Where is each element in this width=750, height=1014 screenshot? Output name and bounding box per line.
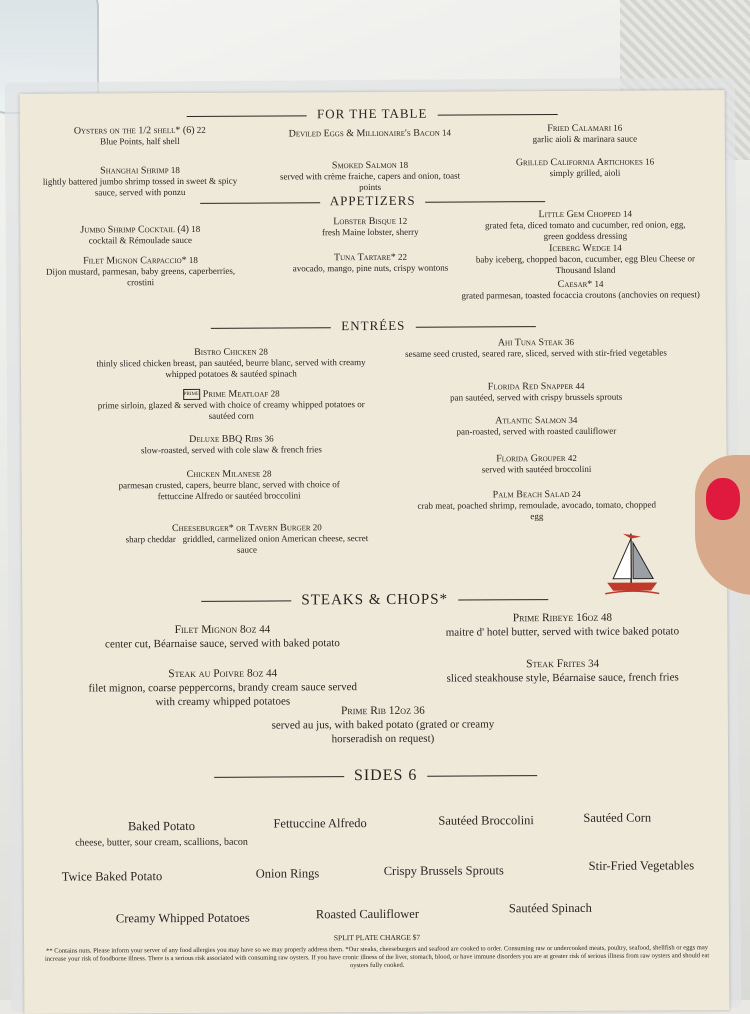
side-roasted-cauliflower: Roasted Cauliflower <box>315 906 420 922</box>
split-plate-charge: SPLIT PLATE CHARGE $7 <box>333 932 421 943</box>
side-sauteed-corn: Sautéed Corn <box>583 810 652 825</box>
prime-logo-icon: PRIME <box>183 389 200 400</box>
side-sauteed-spinach: Sautéed Spinach <box>508 900 592 916</box>
menu-item-oysters: Oysters on the 1/2 shell* (6) 22 Blue Points, half shell <box>73 124 206 147</box>
menu-item-red-snapper: Florida Red Snapper 44 pan sautéed, served with crispy brussels sprouts <box>450 380 623 403</box>
menu-item-prime-rib: Prime Rib 12oz 36 served au jus, with baked potato (grated or creamy horseradish on request) <box>271 704 495 746</box>
menu-item-tuna-tartare: Tuna Tartare* 22 avocado, mango, pine nuts, crispy wontons <box>292 251 449 274</box>
side-twice-baked-potato: Twice Baked Potato <box>61 869 163 884</box>
menu-item-shrimp-cocktail: Jumbo Shrimp Cocktail (4) 18 cocktail & Rémoulade sauce <box>80 223 201 246</box>
menu-item-filet-mignon: Filet Mignon 8oz 44 center cut, Béarnaise sauce, served with baked potato <box>105 623 340 651</box>
menu-item-burgers: Cheeseburger* or Tavern Burger 20 sharp cheddar griddled, carmelized onion American cheese, secret sauce <box>125 522 369 555</box>
menu-item-artichokes: Grilled California Artichokes 16 simply grilled, aioli <box>515 156 655 179</box>
menu-item-prime-meatloaf: PRIME Prime Meatloaf 28 prime sirloin, glazed & served with choice of creamy whipped potatoes or sautéed corn <box>97 388 365 422</box>
menu-item-chicken-milanese: Chicken Milanese 28 parmesan crusted, capers, beurre blanc, served with choice of fettuccine Alfredo or sautéed broccolini <box>118 468 340 502</box>
side-whipped-potatoes: Creamy Whipped Potatoes <box>115 910 250 926</box>
side-sauteed-broccolini: Sautéed Broccolini <box>438 813 534 828</box>
menu-item-carpaccio: Filet Mignon Carpaccio* 18 Dijon mustard, parmesan, baby greens, caperberries, crostini <box>45 254 236 288</box>
menu-item-bbq-ribs: Deluxe BBQ Ribs 36 slow-roasted, served with cole slaw & french fries <box>140 433 322 456</box>
section-header-appetizers: APPETIZERS <box>20 191 725 211</box>
side-brussels-sprouts: Crispy Brussels Sprouts <box>383 863 504 878</box>
section-header-for-table: FOR THE TABLE <box>20 104 725 124</box>
menu-item-steak-frites: Steak Frites 34 sliced steakhouse style, Béarnaise sauce, french fries <box>446 657 679 685</box>
menu-item-lobster-bisque: Lobster Bisque 12 fresh Maine lobster, sherry <box>321 215 419 238</box>
side-fettuccine-alfredo: Fettuccine Alfredo <box>273 816 367 831</box>
side-stir-fried-vegetables: Stir-Fried Vegetables <box>588 858 695 873</box>
sailboat-icon <box>597 528 667 598</box>
menu-item-florida-grouper: Florida Grouper 42 served with sautéed broccolini <box>481 452 592 475</box>
allergy-disclaimer: ** Contains nuts. Please inform your server of any food allergies you may have so we may properly address them. *Our steaks, cheeseburgers and seafood are cooked to order. Consuming raw or undercooked meats, poultry, seafood, shellfish or eggs may increase your risk of foodborne illness. There is a serious risk associated with consuming raw oysters. If you have cronic illness of the liver, stomach, blood, or have immune disorders you are at greater risk of serious illness from raw oysters and should eat oysters fully cooked. <box>44 944 710 970</box>
menu-item-palm-beach-salad: Palm Beach Salad 24 crab meat, poached shrimp, remoulade, avocado, tomato, chopped egg <box>417 488 656 522</box>
menu-item-smoked-salmon: Smoked Salmon 18 served with crème fraiche, capers and onion, toast points <box>279 159 461 193</box>
menu-item-calamari: Fried Calamari 16 garlic aioli & marinara sauce <box>532 122 638 145</box>
menu-card <box>20 90 730 1014</box>
menu-item-shanghai-shrimp: Shanghai Shrimp 18 lightly battered jumbo shrimp tossed in sweet & spicy sauce, served with ponzu <box>42 165 238 198</box>
menu-item-ahi-tuna: Ahi Tuna Steak 36 sesame seed crusted, seared rare, sliced, served with stir-fried vegetables <box>405 336 667 359</box>
side-baked-potato: Baked Potato cheese, butter, sour cream, scallions, bacon <box>75 818 248 849</box>
menu-item-prime-ribeye: Prime Ribeye 16oz 48 maitre d' hotel butter, served with twice baked potato <box>445 611 680 639</box>
menu-item-deviled-eggs: Deviled Eggs & Millionaire's Bacon 14 <box>288 127 452 140</box>
section-header-sides: SIDES 6 <box>23 765 728 787</box>
side-onion-rings: Onion Rings <box>255 866 320 881</box>
menu-item-steak-au-poivre: Steak au Poivre 8oz 44 filet mignon, coarse peppercorns, brandy cream sauce served with creamy whipped potatoes <box>88 667 357 709</box>
menu-item-bistro-chicken: Bistro Chicken 28 thinly sliced chicken breast, pan sautéed, beurre blanc, served with creamy whipped potatoes & sautéed spinach <box>96 346 366 380</box>
menu-item-little-gem: Little Gem Chopped 14 grated feta, diced tomato and cucumber, red onion, egg, green goddess dressing <box>484 208 686 242</box>
painted-fingernail <box>706 478 740 520</box>
menu-item-caesar: Caesar* 14 grated parmesan, toasted focaccia croutons (anchovies on request) <box>461 278 700 301</box>
menu-item-iceberg-wedge: Iceberg Wedge 14 baby iceberg, chopped bacon, cucumber, egg Bleu Cheese or Thousand Island <box>475 242 696 276</box>
menu-item-atlantic-salmon: Atlantic Salmon 34 pan-roasted, served with roasted cauliflower <box>456 414 617 437</box>
section-header-entrees: ENTRÉES <box>21 316 726 336</box>
section-header-steaks: STEAKS & CHOPS* <box>22 590 727 611</box>
